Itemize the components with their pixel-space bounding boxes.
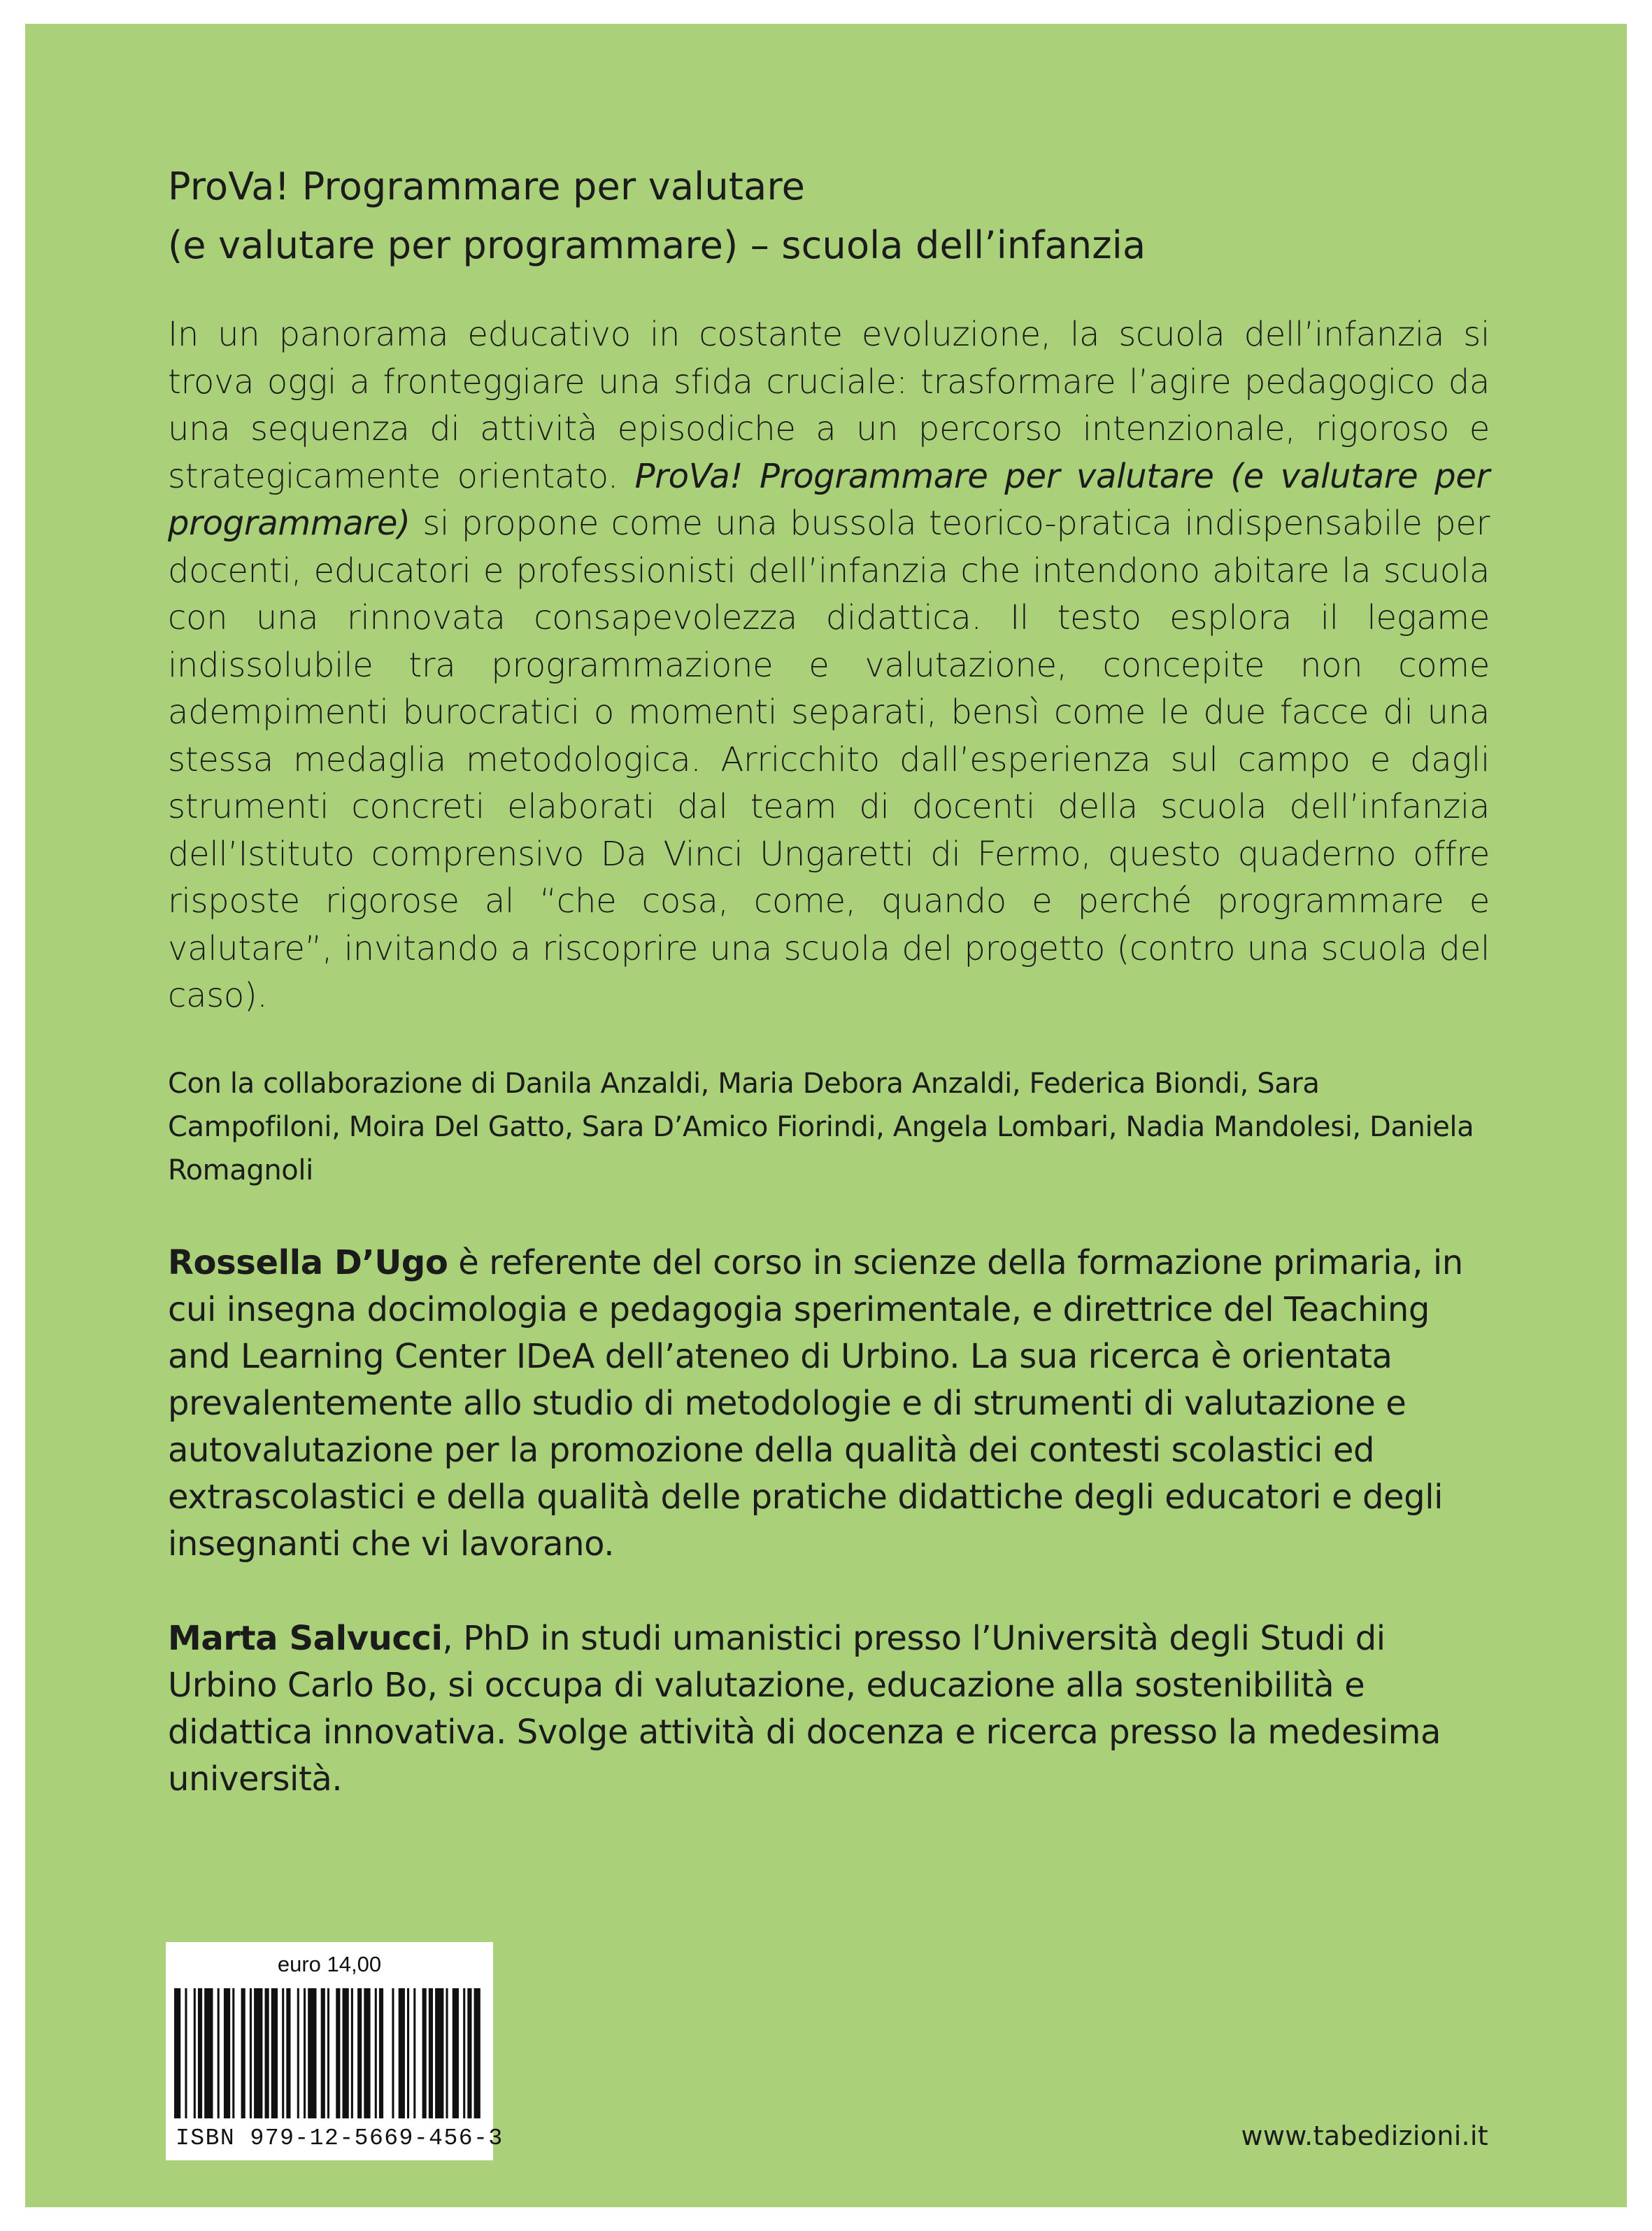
barcode-bar xyxy=(467,1988,471,2118)
barcode-bar xyxy=(198,1988,202,2118)
barcode-bar xyxy=(379,1988,383,2118)
barcode-bar xyxy=(463,1988,465,2118)
barcode-bar xyxy=(185,1988,187,2118)
barcode-bar xyxy=(357,1988,362,2118)
barcode-bar xyxy=(297,1988,299,2118)
barcode-bar xyxy=(254,1988,262,2118)
book-description xyxy=(168,311,1490,1020)
author-bio-2 xyxy=(168,1615,1490,1803)
barcode-bar xyxy=(271,1988,278,2118)
barcode-bar xyxy=(308,1988,316,2118)
author-bio-1 xyxy=(168,1240,1490,1568)
barcode-bar xyxy=(399,1988,405,2118)
book-title-line-2: (e valutare per programmare) – scuola dell’infanzia xyxy=(168,223,1146,267)
barcode-bar xyxy=(336,1988,340,2118)
book-title xyxy=(168,157,1490,275)
barcode-bar xyxy=(204,1988,213,2118)
barcode-bar xyxy=(321,1988,325,2118)
barcode-box xyxy=(166,1942,504,2160)
barcode-bar xyxy=(282,1988,284,2118)
barcode-bar xyxy=(232,1988,234,2118)
book-title-line-1: ProVa! Programmare per valutare xyxy=(168,164,806,208)
barcode-bar xyxy=(304,1988,306,2118)
description-italic-title: ProVa! Programmare per valutare (e valutare per programmare) xyxy=(168,456,1490,543)
collaborators: Con la collaborazione di Danila Anzaldi, Maria Debora Anzaldi, Federica Biondi, Sara Campofiloni, Moira Del Gatto, Sara D’Amico Fiorindi, Angela Lombari, Nadia Mandolesi, Daniela Romagnoli xyxy=(168,1067,1474,1187)
barcode-bar xyxy=(429,1988,433,2118)
barcode-bar xyxy=(286,1988,290,2118)
barcode-bar xyxy=(422,1988,427,2118)
barcode-bar xyxy=(174,1988,180,2118)
barcode-bar xyxy=(265,1988,269,2118)
barcode-bar xyxy=(413,1988,415,2118)
description-text-2: si propone come una bussola teorico-pratica indispensabile per docenti, educatori e professionisti dell’infanzia che intendono abitare la scuola con una rinnovata consapevolezza didattica. Il testo esplora il legame indissolubile tra programmazione e valutazione, concepite non come adempimenti burocratici o momenti separati, bensì come le due facce di una stessa medaglia metodologica. Arricchito dall’esperienza sul campo e dagli strumenti concreti elaborati dal team di docenti della scuola dell’infanzia dell’Istituto comprensivo Da Vinci Ungaretti di Fermo, questo quaderno offre risposte rigorose al “che cosa, come, quando e perché programmare e valutare”, invitando a riscoprire una scuola del progetto (contro una scuola del caso). xyxy=(168,504,1490,1015)
price-label: euro 14,00 xyxy=(277,1952,382,1976)
barcode-bar xyxy=(218,1988,220,2118)
barcode-bar xyxy=(327,1988,329,2118)
barcode-bar xyxy=(250,1988,252,2118)
isbn-label: ISBN 979-12-5669-456-3 xyxy=(176,2125,504,2151)
barcode-bar xyxy=(351,1988,353,2118)
barcode-bar xyxy=(453,1988,459,2118)
barcode-bar xyxy=(375,1988,377,2118)
barcode-bar xyxy=(435,1988,443,2118)
barcode-bar xyxy=(241,1988,245,2118)
barcode-bar xyxy=(343,1988,349,2118)
author-bio-text-2: , PhD in studi umanistici presso l’Università degli Studi di Urbino Carlo Bo, si occupa di valutazione, educazione alla sostenibilità e didattica innovativa. Svolge attività di docenza e ricerca presso la medesima università. xyxy=(168,1618,1441,1799)
author-name-1: Rossella D’Ugo xyxy=(168,1242,448,1282)
barcode-bar xyxy=(224,1988,230,2118)
barcode-graphic xyxy=(174,1988,485,2118)
barcode-bar xyxy=(364,1988,370,2118)
barcode-bar xyxy=(194,1988,196,2118)
author-bio-text-1: è referente del corso in scienze della formazione primaria, in cui insegna docimologia e pedagogia sperimentale, e direttrice del Teaching and Learning Center IDeA dell’ateneo di Urbino. La sua ricerca è orientata prevalentemente allo studio di metodologie e di strumenti di valutazione e autovalutazione per la promozione della qualità dei contesti scolastici ed extrascolastici e della qualità delle pratiche didattiche degli educatori e degli insegnanti che vi lavorano. xyxy=(168,1242,1463,1564)
cover-text xyxy=(168,157,1490,1803)
publisher-website: www.tabedizioni.it xyxy=(1241,2120,1488,2151)
author-name-2: Marta Salvucci xyxy=(168,1618,443,1658)
barcode-bar xyxy=(407,1988,409,2118)
barcode-bar xyxy=(474,1988,480,2118)
barcode-bar xyxy=(446,1988,448,2118)
barcode-bar xyxy=(392,1988,394,2118)
description-text-1: In un panorama educativo in costante evoluzione, la scuola dell’infanzia si trova oggi a fronteggiare una sfida cruciale: trasformare l’agire pedagogico da una sequenza di attività episodiche a un percorso intenzionale, rigoroso e strategicamente orientato. xyxy=(168,315,1490,496)
